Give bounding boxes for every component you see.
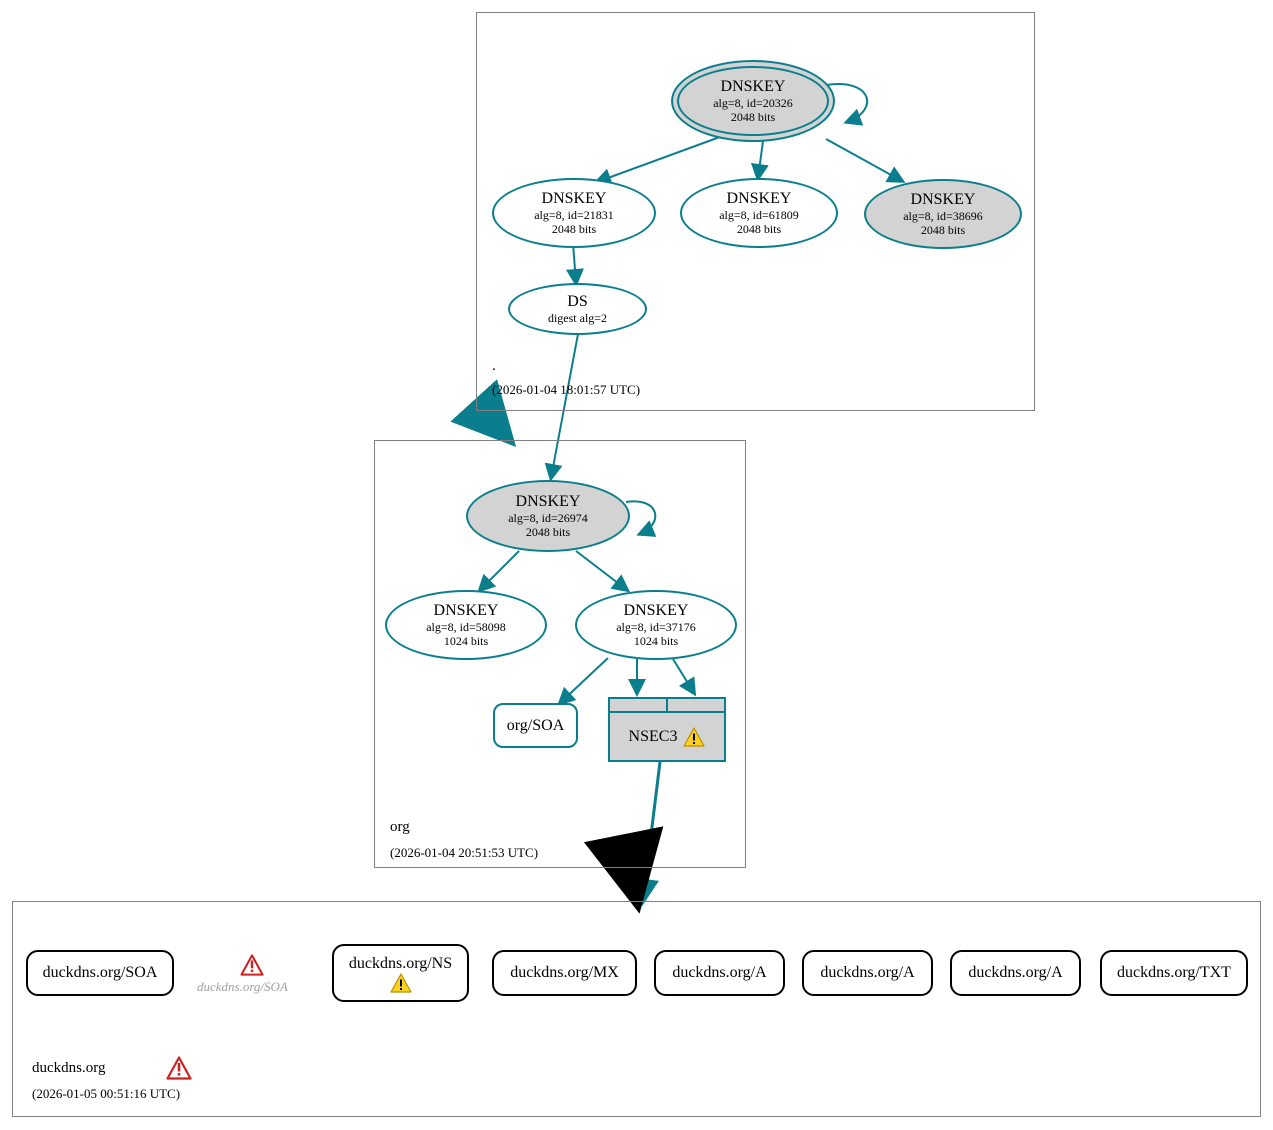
nsec3-label: NSEC3 — [628, 727, 678, 745]
node-dnskey-21831-size: 2048 bits — [551, 222, 597, 236]
rrset-duckdns-ns-label: duckdns.org/NS — [348, 955, 453, 972]
rrset-duckdns-a-3[interactable] — [950, 950, 1081, 996]
zone-timestamp-duckdns-org: (2026-01-05 00:51:16 UTC) — [32, 1086, 181, 1101]
rrset-duckdns-a-1-label: duckdns.org/A — [672, 964, 767, 981]
rrset-duckdns-soa-bogus-label: duckdns.org/SOA — [197, 979, 288, 994]
node-dnskey-21831-alg: alg=8, id=21831 — [534, 208, 614, 222]
rrset-duckdns-a-3-label: duckdns.org/A — [968, 964, 1063, 981]
node-dnskey-61809-size: 2048 bits — [736, 222, 782, 236]
node-dnskey-61809-type: DNSKEY — [726, 190, 792, 207]
rrset-duckdns-mx[interactable] — [492, 950, 637, 996]
node-dnskey-58098[interactable] — [385, 590, 547, 660]
zone-box-duckdns-org — [12, 901, 1261, 1117]
node-dnskey-38696-alg: alg=8, id=38696 — [903, 209, 983, 223]
rrset-duckdns-a-1[interactable] — [654, 950, 785, 996]
node-dnskey-20326-size: 2048 bits — [730, 110, 776, 124]
node-dnskey-20326-alg: alg=8, id=20326 — [713, 96, 793, 110]
rrset-nsec3[interactable] — [608, 697, 726, 762]
warning-icon — [683, 727, 705, 747]
error-icon-duckdns-soa-bogus — [240, 954, 264, 976]
node-dnskey-21831[interactable] — [492, 178, 656, 248]
zone-timestamp-root: (2026-01-04 18:01:57 UTC) — [492, 382, 641, 397]
rrset-duckdns-ns[interactable] — [332, 944, 469, 1002]
node-dnskey-38696-size: 2048 bits — [920, 223, 966, 237]
rrset-org-soa-label: org/SOA — [506, 716, 565, 734]
node-dnskey-26974-size: 2048 bits — [525, 525, 571, 539]
node-dnskey-37176-alg: alg=8, id=37176 — [616, 620, 696, 634]
node-dnskey-21831-type: DNSKEY — [541, 190, 607, 207]
rrset-duckdns-soa-label: duckdns.org/SOA — [42, 964, 158, 981]
node-dnskey-26974-type: DNSKEY — [515, 493, 581, 510]
node-dnskey-58098-type: DNSKEY — [433, 602, 499, 619]
rrset-duckdns-txt[interactable] — [1100, 950, 1248, 996]
node-ds-org[interactable] — [508, 283, 647, 335]
rrset-org-soa[interactable] — [493, 703, 578, 748]
node-dnskey-38696[interactable] — [864, 179, 1022, 249]
node-dnskey-20326-type: DNSKEY — [720, 78, 786, 95]
zone-label-org: org — [390, 819, 410, 835]
node-dnskey-58098-size: 1024 bits — [443, 634, 489, 648]
warning-icon-duckdns-ns — [390, 973, 412, 993]
zone-error-icon-duckdns-org — [166, 1056, 192, 1080]
nsec3-header-strip — [610, 699, 724, 713]
node-dnskey-37176-size: 1024 bits — [633, 634, 679, 648]
node-dnskey-37176[interactable] — [575, 590, 737, 660]
zone-timestamp-org: (2026-01-04 20:51:53 UTC) — [390, 845, 539, 860]
rrset-duckdns-a-2-label: duckdns.org/A — [820, 964, 915, 981]
zone-label-duckdns-org: duckdns.org — [32, 1060, 106, 1076]
nsec3-body — [629, 713, 706, 760]
node-dnskey-38696-type: DNSKEY — [910, 191, 976, 208]
node-dnskey-26974-alg: alg=8, id=26974 — [508, 511, 588, 525]
rrset-duckdns-txt-label: duckdns.org/TXT — [1117, 964, 1231, 981]
rrset-duckdns-a-2[interactable] — [802, 950, 933, 996]
rrset-duckdns-mx-label: duckdns.org/MX — [510, 964, 619, 981]
rrset-duckdns-soa[interactable] — [26, 950, 174, 996]
node-ds-digest: digest alg=2 — [547, 311, 608, 325]
node-dnskey-37176-type: DNSKEY — [623, 602, 689, 619]
node-dnskey-61809-alg: alg=8, id=61809 — [719, 208, 799, 222]
node-dnskey-61809[interactable] — [680, 178, 838, 248]
node-dnskey-26974[interactable] — [466, 480, 630, 552]
node-dnskey-20326[interactable] — [671, 60, 835, 142]
node-dnskey-58098-alg: alg=8, id=58098 — [426, 620, 506, 634]
zone-label-root: . — [492, 358, 496, 374]
node-ds-type: DS — [567, 293, 588, 310]
